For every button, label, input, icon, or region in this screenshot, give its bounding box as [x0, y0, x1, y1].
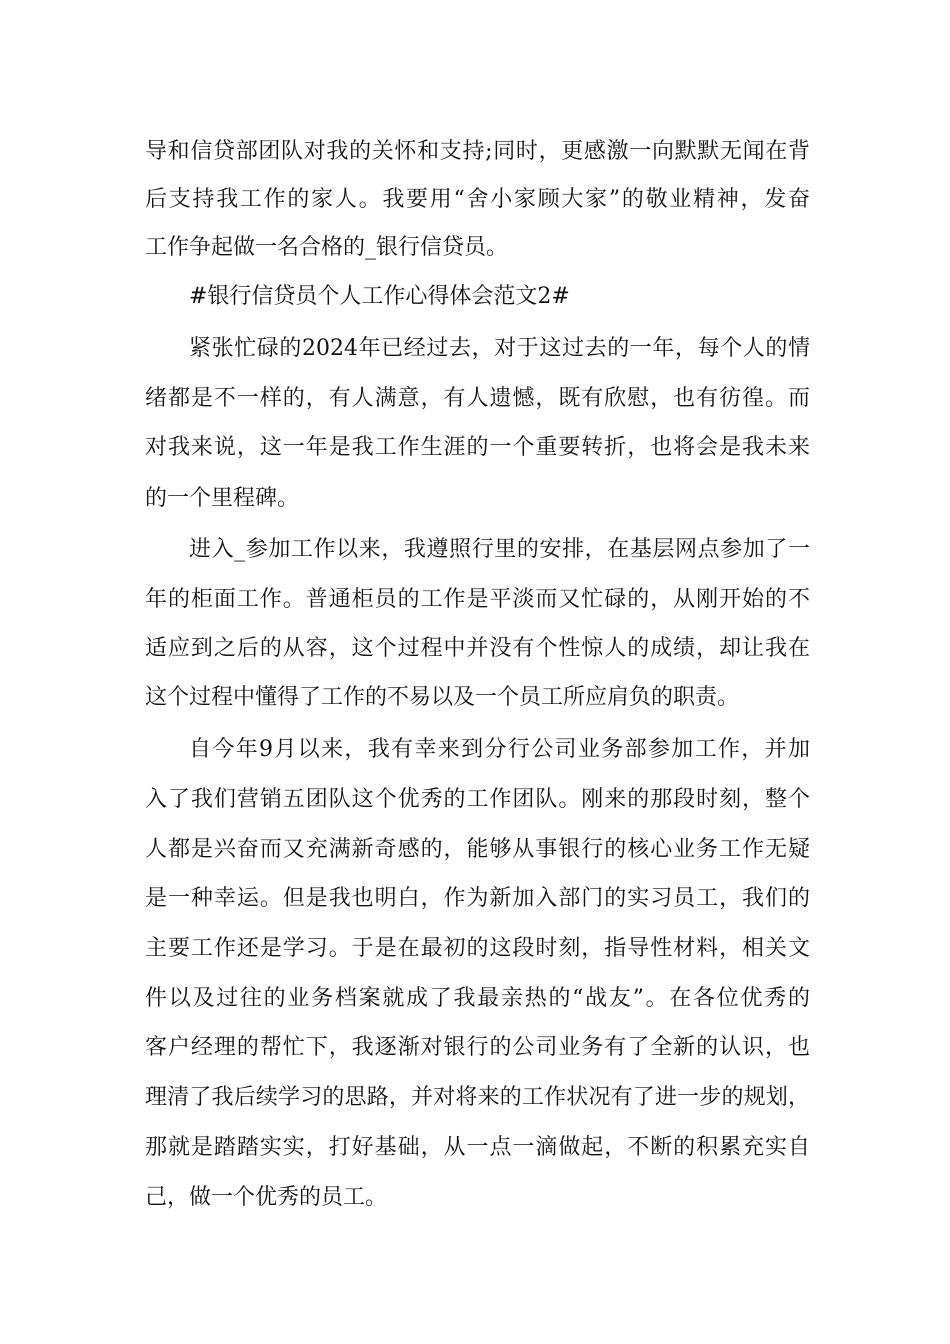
- text-line: 自今年9月以来，我有幸来到分行公司业务部参加工作，并加: [189, 737, 810, 762]
- text-line: 的一个里程碑。: [145, 486, 300, 511]
- text-line: 这个过程中懂得了工作的不易以及一个员工所应肩负的职责。: [145, 685, 740, 710]
- text-line: 那就是踏踏实实，打好基础，从一点一滴做起，不断的积累充实自: [145, 1135, 810, 1160]
- text-line: 己，做一个优秀的员工。: [145, 1185, 388, 1210]
- text-line: 客户经理的帮忙下，我逐渐对银行的公司业务有了全新的认识，也: [145, 1035, 810, 1060]
- text-line: 年的柜面工作。普通柜员的工作是平淡而又忙碌的，从刚开始的不: [145, 587, 810, 612]
- text-line: 绪都是不一样的，有人满意，有人遗憾，既有欣慰，也有彷徨。而: [145, 386, 810, 411]
- section-heading: #银行信贷员个人工作心得体会范文2#: [189, 284, 570, 309]
- text-line: 理清了我后续学习的思路，并对将来的工作状况有了进一步的规划，: [145, 1085, 810, 1110]
- text-line: 导和信贷部团队对我的关怀和支持;同时，更感激一向默默无闻在背: [145, 139, 810, 164]
- text-line: 主要工作还是学习。于是在最初的这段时刻，指导性材料，相关文: [145, 936, 810, 961]
- text-line: 人都是兴奋而又充满新奇感的，能够从事银行的核心业务工作无疑: [145, 837, 810, 862]
- text-line: 紧张忙碌的2024年已经过去，对于这过去的一年，每个人的情: [189, 336, 810, 361]
- text-line: 进入_参加工作以来，我遵照行里的安排，在基层网点参加了一: [189, 537, 810, 562]
- text-line: 工作争起做一名合格的_银行信贷员。: [145, 235, 509, 260]
- text-line: 入了我们营销五团队这个优秀的工作团队。刚来的那段时刻，整个: [145, 787, 810, 812]
- text-line: 对我来说，这一年是我工作生涯的一个重要转折，也将会是我未来: [145, 435, 810, 460]
- text-line: 后支持我工作的家人。我要用“舍小家顾大家”的敬业精神，发奋: [145, 187, 810, 212]
- text-line: 件以及过往的业务档案就成了我最亲热的“战友”。在各位优秀的: [145, 986, 810, 1011]
- text-line: 适应到之后的从容，这个过程中并没有个性惊人的成绩，却让我在: [145, 636, 810, 661]
- text-line: 是一种幸运。但是我也明白，作为新加入部门的实习员工，我们的: [145, 886, 810, 911]
